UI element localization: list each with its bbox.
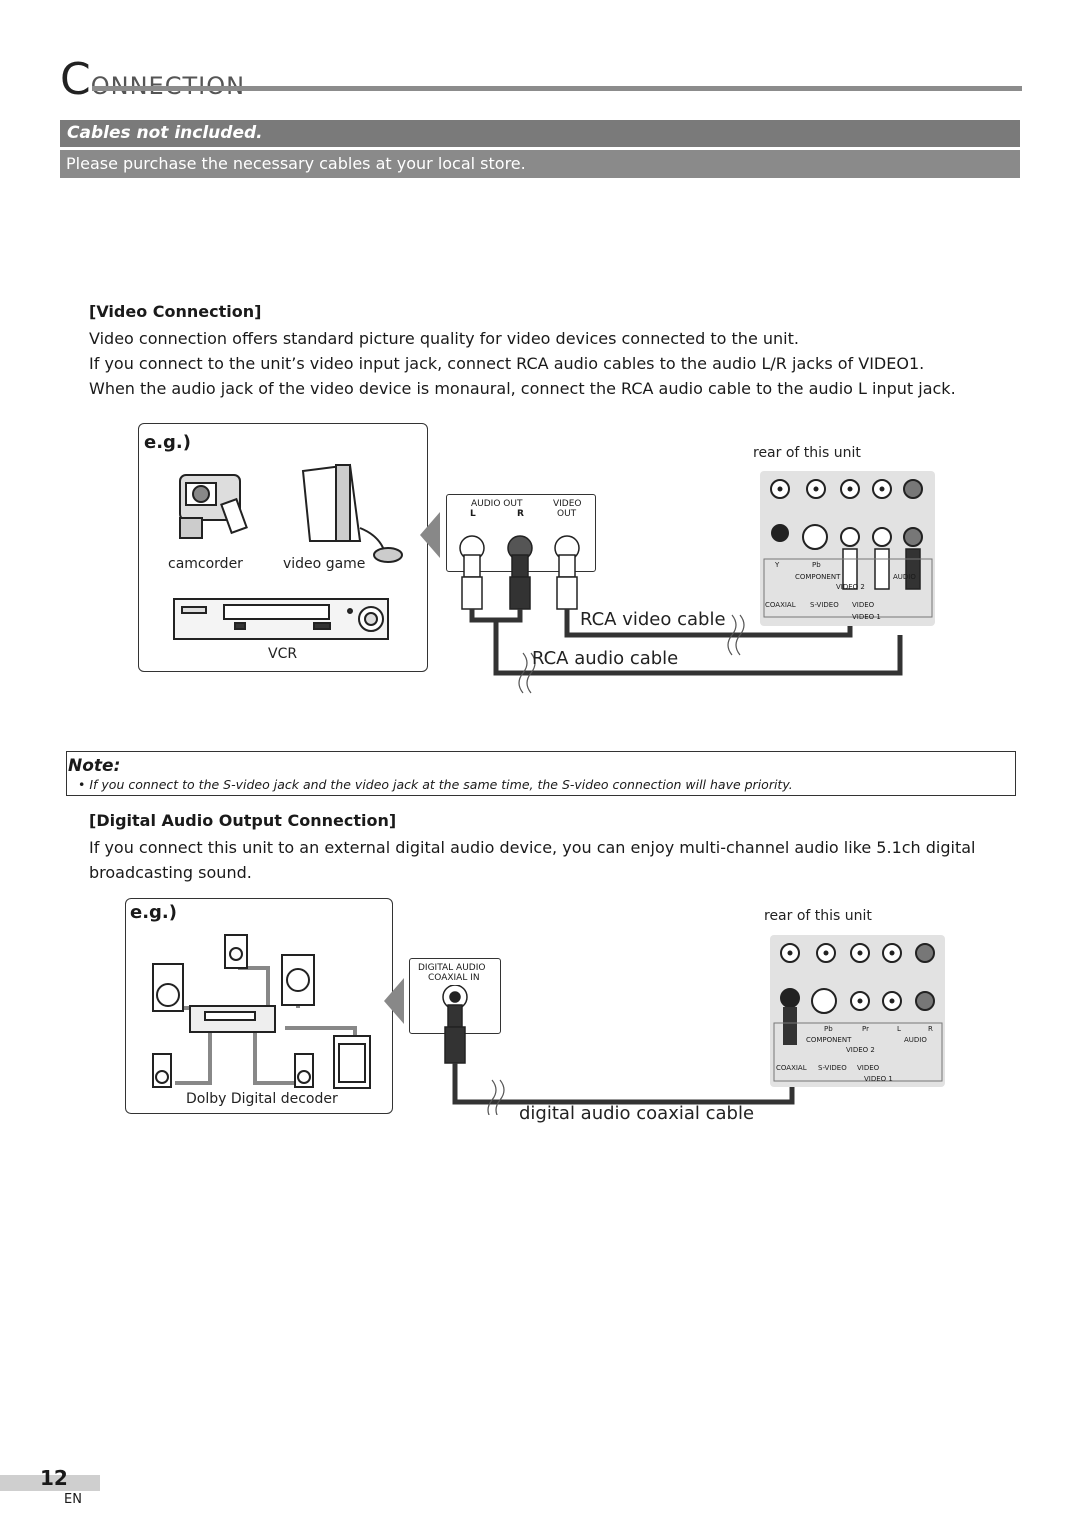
tv-y-label: Y (775, 561, 780, 569)
camcorder-icon (180, 475, 247, 538)
note-title: Note: (68, 756, 121, 776)
tv-pb-label: Pb (812, 561, 821, 569)
tv2-l-label: L (897, 1025, 901, 1033)
video-connection-text-2: If you connect to the unit’s video input jack, connect RCA audio cables to the audio L/R jacks of VIDEO1. (89, 354, 925, 373)
tv-audio-label: AUDIO (893, 573, 916, 581)
rear-of-unit-label: rear of this unit (753, 445, 861, 461)
tv2-video1-label: VIDEO 1 (864, 1075, 893, 1083)
tv2-pr-label: Pr (862, 1025, 869, 1033)
arrow-left-icon (418, 512, 442, 558)
video-out-label-bottom: OUT (557, 509, 577, 519)
digital-audio-text-1: If you connect this unit to an external digital audio device, you can enjoy multi-channel audio like 5.1ch digital (89, 838, 976, 857)
tv2-audio-label: AUDIO (904, 1036, 927, 1044)
tv-component-label: COMPONENT (795, 573, 841, 581)
tv2-component-label: COMPONENT (806, 1036, 852, 1044)
tv2-video2-label: VIDEO 2 (846, 1046, 875, 1054)
tv2-coaxial-label: COAXIAL (776, 1064, 807, 1072)
video-out-label-top: VIDEO (553, 499, 582, 509)
digital-audio-text-2: broadcasting sound. (89, 863, 252, 882)
tv2-r-label: R (928, 1025, 933, 1033)
tv2-s-video-label: S-VIDEO (818, 1064, 847, 1072)
digital-audio-heading: [Digital Audio Output Connection] (89, 811, 397, 830)
tv-rear-jacks-2 (770, 935, 945, 1085)
video-devices-illustration (138, 423, 428, 673)
tv2-pb-label: Pb (824, 1025, 833, 1033)
vcr-icon (174, 599, 388, 639)
rca-video-cable-label: RCA video cable (580, 609, 726, 630)
tv-video2-label: VIDEO 2 (836, 583, 865, 591)
arrow-left-icon-2 (382, 978, 406, 1024)
audio-out-label: AUDIO OUT (471, 499, 523, 509)
rca-plugs (462, 555, 577, 609)
audio-out-r-label: R (517, 509, 524, 519)
video-game-icon (303, 465, 402, 562)
eg-label-2: e.g.) (130, 902, 177, 923)
vcr-label: VCR (268, 646, 298, 662)
note-text: • If you connect to the S-video jack and the video jack at the same time, the S-video connection will have priority. (78, 777, 793, 792)
digital-cable-diagram (420, 985, 800, 1115)
page-title (60, 54, 245, 105)
language-label: EN (64, 1492, 82, 1507)
rear-of-unit-label-2: rear of this unit (764, 908, 872, 924)
video-connection-text-3: When the audio jack of the video device is monaural, connect the RCA audio cable to the audio L input jack. (89, 379, 956, 398)
title-rule (92, 86, 1022, 91)
video-connection-text-1: Video connection offers standard picture quality for video devices connected to the unit. (89, 329, 799, 348)
cables-banner: Cables not included. (60, 120, 1020, 147)
tv2-video-label: VIDEO (857, 1064, 880, 1072)
page-title-initial: C (60, 54, 91, 105)
rca-audio-cable-label: RCA audio cable (532, 648, 679, 669)
digital-coaxial-cable-label: digital audio coaxial cable (519, 1103, 755, 1124)
tv-video-label: VIDEO (852, 601, 875, 609)
decoder-label: Dolby Digital decoder (186, 1091, 338, 1107)
digital-audio-panel-label: DIGITAL AUDIO (418, 963, 486, 973)
tv-video1-label: VIDEO 1 (852, 613, 881, 621)
page-number: 12 (40, 1466, 68, 1490)
speaker-system-illustration (125, 898, 393, 1098)
video-game-label: video game (283, 556, 366, 572)
tv-coaxial-label: COAXIAL (765, 601, 796, 609)
tv-s-video-label: S-VIDEO (810, 601, 839, 609)
eg-label: e.g.) (144, 432, 191, 453)
video-connection-heading: [Video Connection] (89, 302, 262, 321)
coaxial-in-panel-label: COAXIAL IN (428, 973, 480, 983)
audio-out-l-label: L (470, 509, 476, 519)
camcorder-label: camcorder (168, 556, 243, 572)
cables-subbanner: Please purchase the necessary cables at your local store. (60, 150, 1020, 178)
